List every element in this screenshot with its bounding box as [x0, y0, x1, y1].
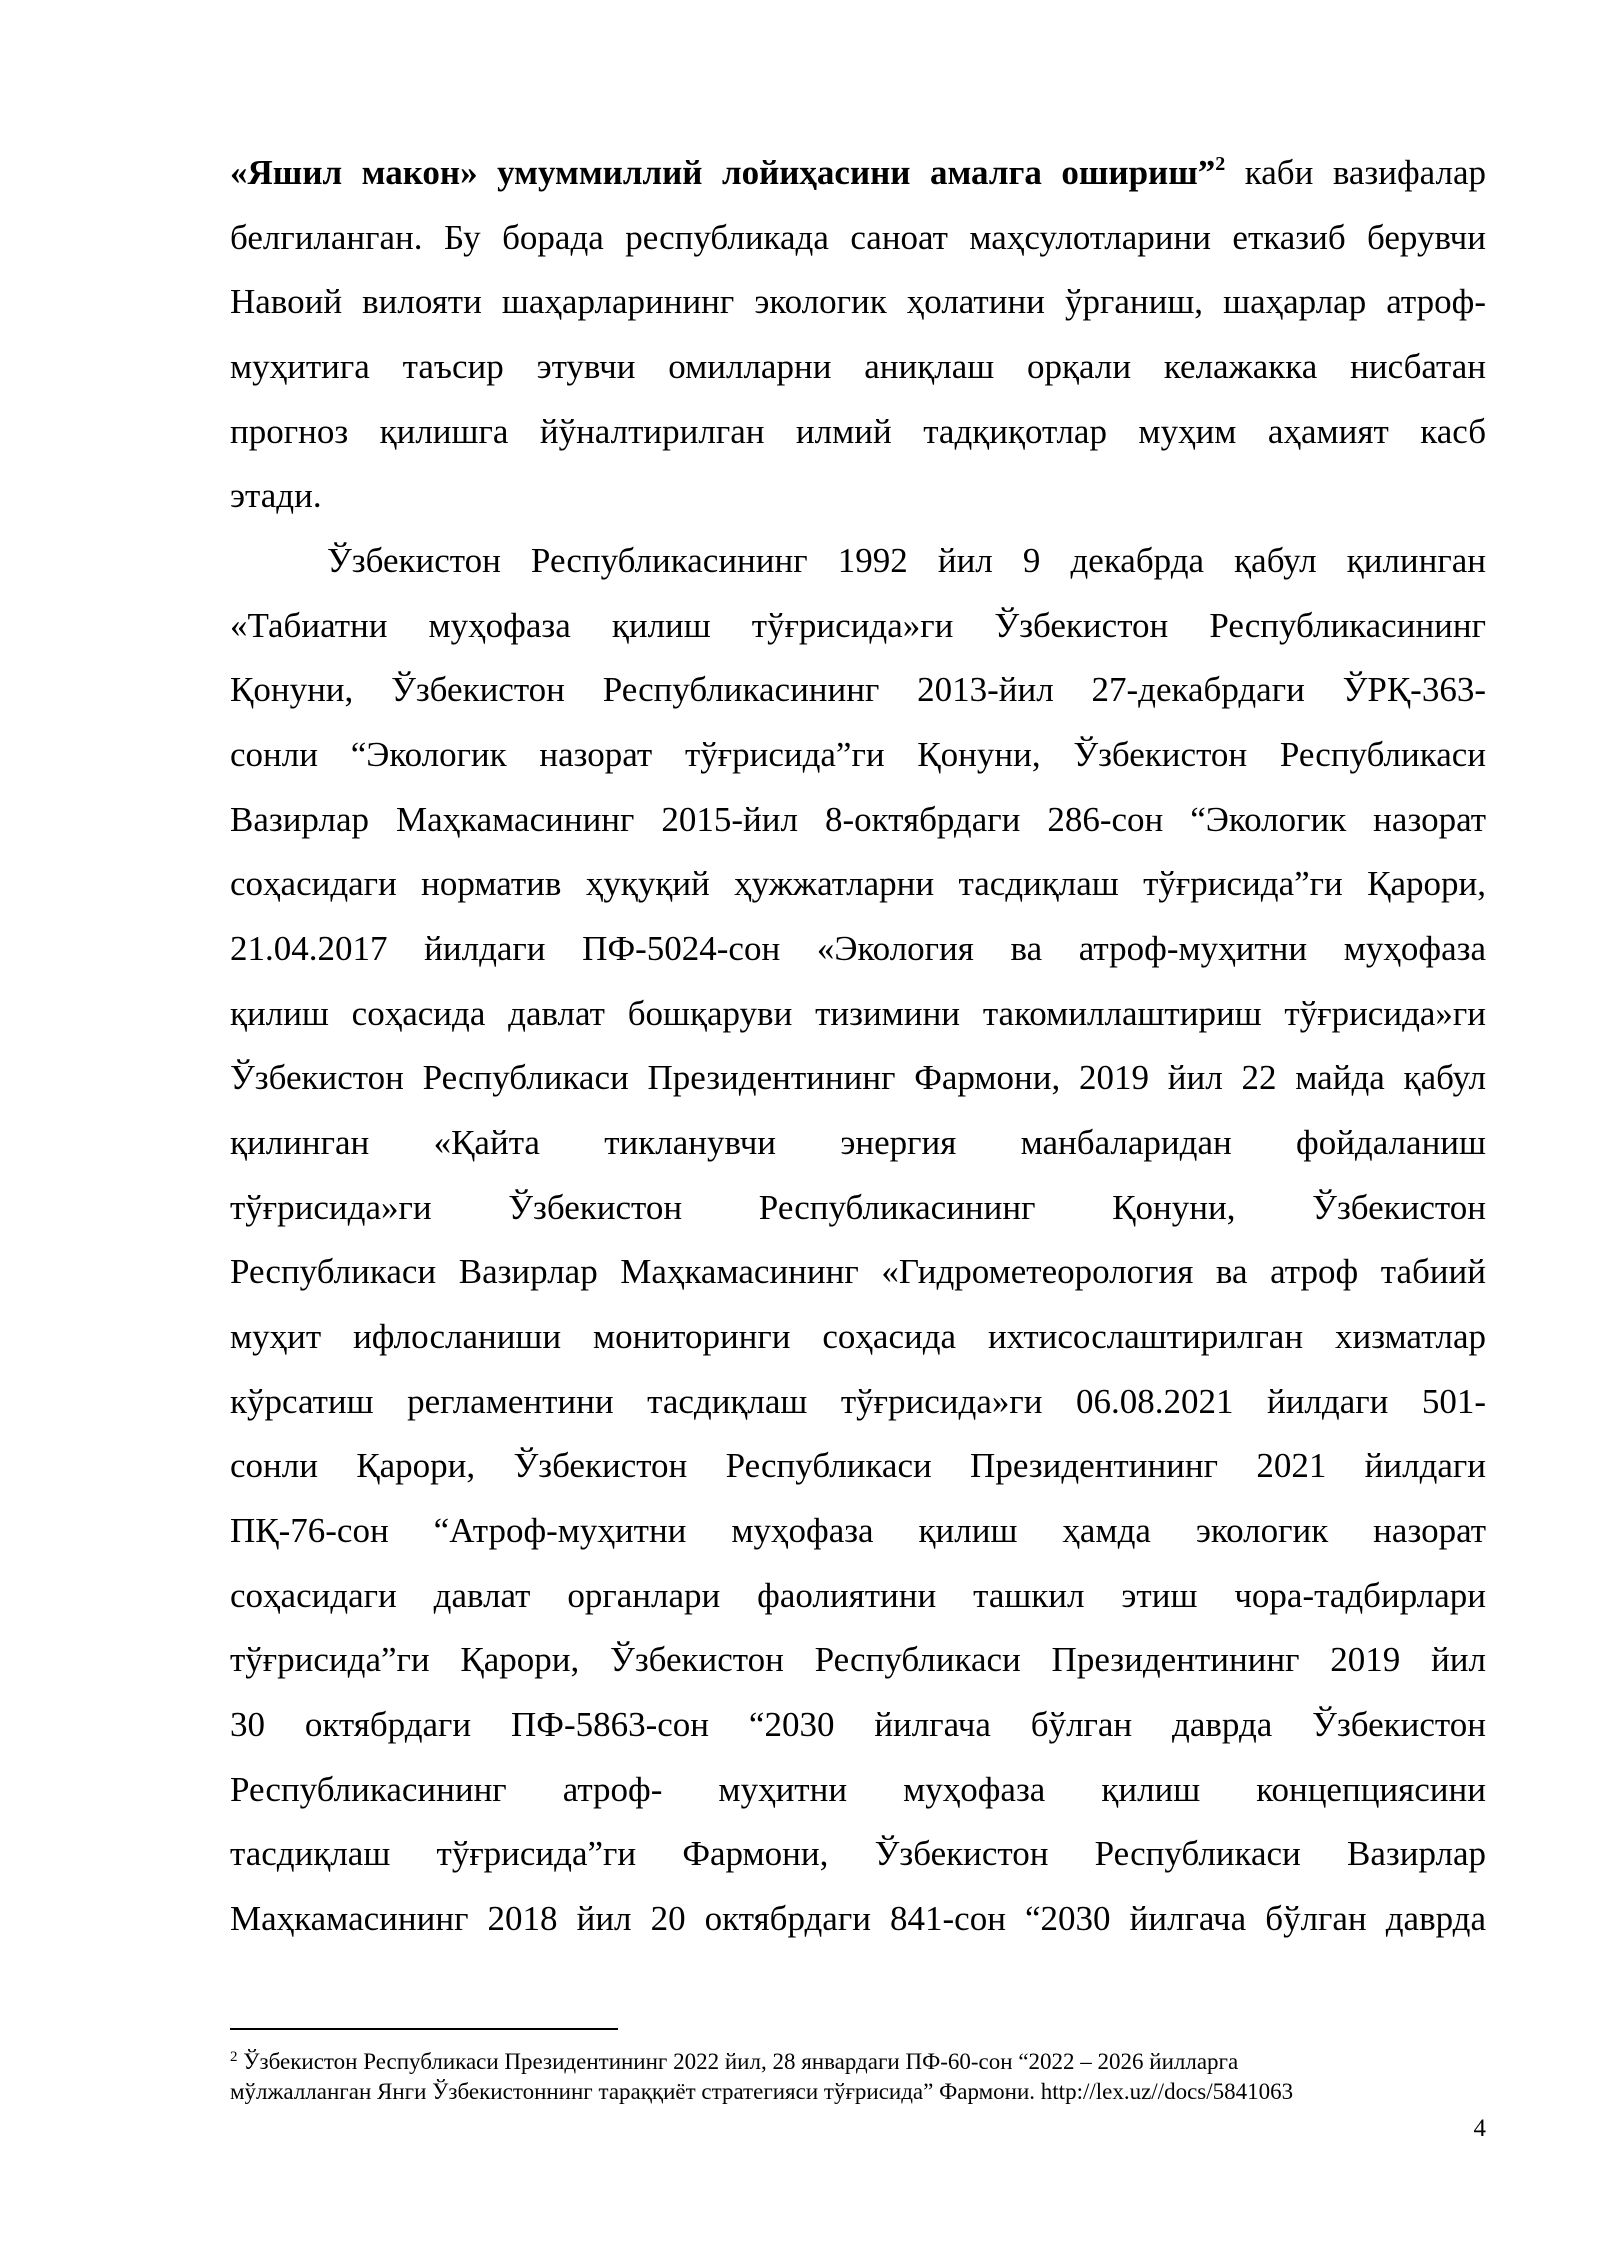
page-number: 4: [1473, 2115, 1486, 2142]
paragraph-line: кўрсатиш регламентини тасдиқлаш тўғрисида»ги 06.08.2021 йилдаги 501-: [230, 1382, 1486, 1421]
paragraph-line: тасдиқлаш тўғрисида”ги Фармони, Ўзбекистон Республикаси Вазирлар: [230, 1834, 1486, 1873]
paragraph-line: прогноз қилишга йўналтирилган илмий тадқиқотлар муҳим аҳамият касб: [230, 412, 1486, 451]
paragraph-line: муҳит ифлосланиши мониторинги соҳасида ихтисослаштирилган хизматлар: [230, 1317, 1486, 1356]
paragraph-line: қилинган «Қайта тикланувчи энергия манбаларидан фойдаланиш: [230, 1123, 1486, 1162]
paragraph-line: Маҳкамасининг 2018 йил 20 октябрдаги 841-сон “2030 йилгача бўлган даврда: [230, 1899, 1486, 1938]
paragraph-line: соҳасидаги норматив ҳуқуқий ҳужжатларни тасдиқлаш тўғрисида”ги Қарори,: [230, 864, 1486, 903]
paragraph-line: сонли Қарори, Ўзбекистон Республикаси Президентининг 2021 йилдаги: [230, 1446, 1486, 1485]
paragraph-line: 21.04.2017 йилдаги ПФ-5024-сон «Экология ва атроф-муҳитни муҳофаза: [230, 929, 1486, 968]
bold-project-title: «Яшил макон» умуммиллий лойиҳасини амалга ошириш”: [230, 153, 1216, 192]
footnote-ref[interactable]: 2: [1215, 153, 1226, 175]
paragraph-line: Республикасининг атроф- муҳитни муҳофаза қилиш концепциясини: [230, 1770, 1486, 1809]
footnote-text: Ўзбекистон Республикаси Президентининг 2022 йил, 28 январдаги ПФ-60-сон “2022 – 2026 йилларга: [237, 2049, 1239, 2074]
line-text: каби вазифалар: [1225, 153, 1486, 192]
paragraph-line: Ўзбекистон Республикасининг 1992 йил 9 декабрда қабул қилинган: [327, 541, 1486, 580]
footnote-separator: [230, 2028, 618, 2030]
paragraph-line: Ўзбекистон Республикаси Президентининг Фармони, 2019 йил 22 майда қабул: [230, 1058, 1486, 1097]
paragraph-line: «Табиатни муҳофаза қилиш тўғрисида»ги Ўзбекистон Республикасининг: [230, 606, 1486, 645]
paragraph-line: [230, 153, 1486, 193]
paragraph-line: қилиш соҳасида давлат бошқаруви тизимини такомиллаштириш тўғрисида»ги: [230, 994, 1486, 1033]
footnote-line: мўлжалланган Янги Ўзбекистоннинг тараққиёт стратегияси тўғрисида” Фармони. http://lex.uz//docs/5841063: [230, 2079, 1294, 2104]
paragraph-line: соҳасидаги давлат органлари фаолиятини ташкил этиш чора-тадбирлари: [230, 1576, 1486, 1615]
paragraph-line: Республикаси Вазирлар Маҳкамасининг «Гидрометеорология ва атроф табиий: [230, 1252, 1486, 1291]
paragraph-line: муҳитига таъсир этувчи омилларни аниқлаш орқали келажакка нисбатан: [230, 347, 1486, 386]
paragraph-line: Вазирлар Маҳкамасининг 2015-йил 8-октябрдаги 286-сон “Экологик назорат: [230, 800, 1486, 839]
paragraph-line: этади.: [230, 476, 322, 515]
paragraph-line: ПҚ-76-сон “Атроф-муҳитни муҳофаза қилиш ҳамда экологик назорат: [230, 1511, 1486, 1550]
paragraph-line: 30 октябрдаги ПФ-5863-сон “2030 йилгача бўлган даврда Ўзбекистон: [230, 1705, 1486, 1744]
footnote-marker: 2: [230, 2049, 238, 2065]
paragraph-line: сонли “Экологик назорат тўғрисида”ги Қонуни, Ўзбекистон Республикаси: [230, 735, 1486, 774]
paragraph-line: Қонуни, Ўзбекистон Республикасининг 2013-йил 27-декабрдаги ЎРҚ-363-: [230, 670, 1486, 709]
footnote-line: [230, 2048, 1486, 2076]
paragraph-line: тўғрисида”ги Қарори, Ўзбекистон Республикаси Президентининг 2019 йил: [230, 1640, 1486, 1679]
paragraph-line: белгиланган. Бу борада республикада саноат маҳсулотларини етказиб берувчи: [230, 218, 1486, 257]
paragraph-line: Навоий вилояти шаҳарларининг экологик ҳолатини ўрганиш, шаҳарлар атроф-: [230, 282, 1486, 321]
paragraph-line: тўғрисида»ги Ўзбекистон Республикасининг Қонуни, Ўзбекистон: [230, 1188, 1486, 1227]
